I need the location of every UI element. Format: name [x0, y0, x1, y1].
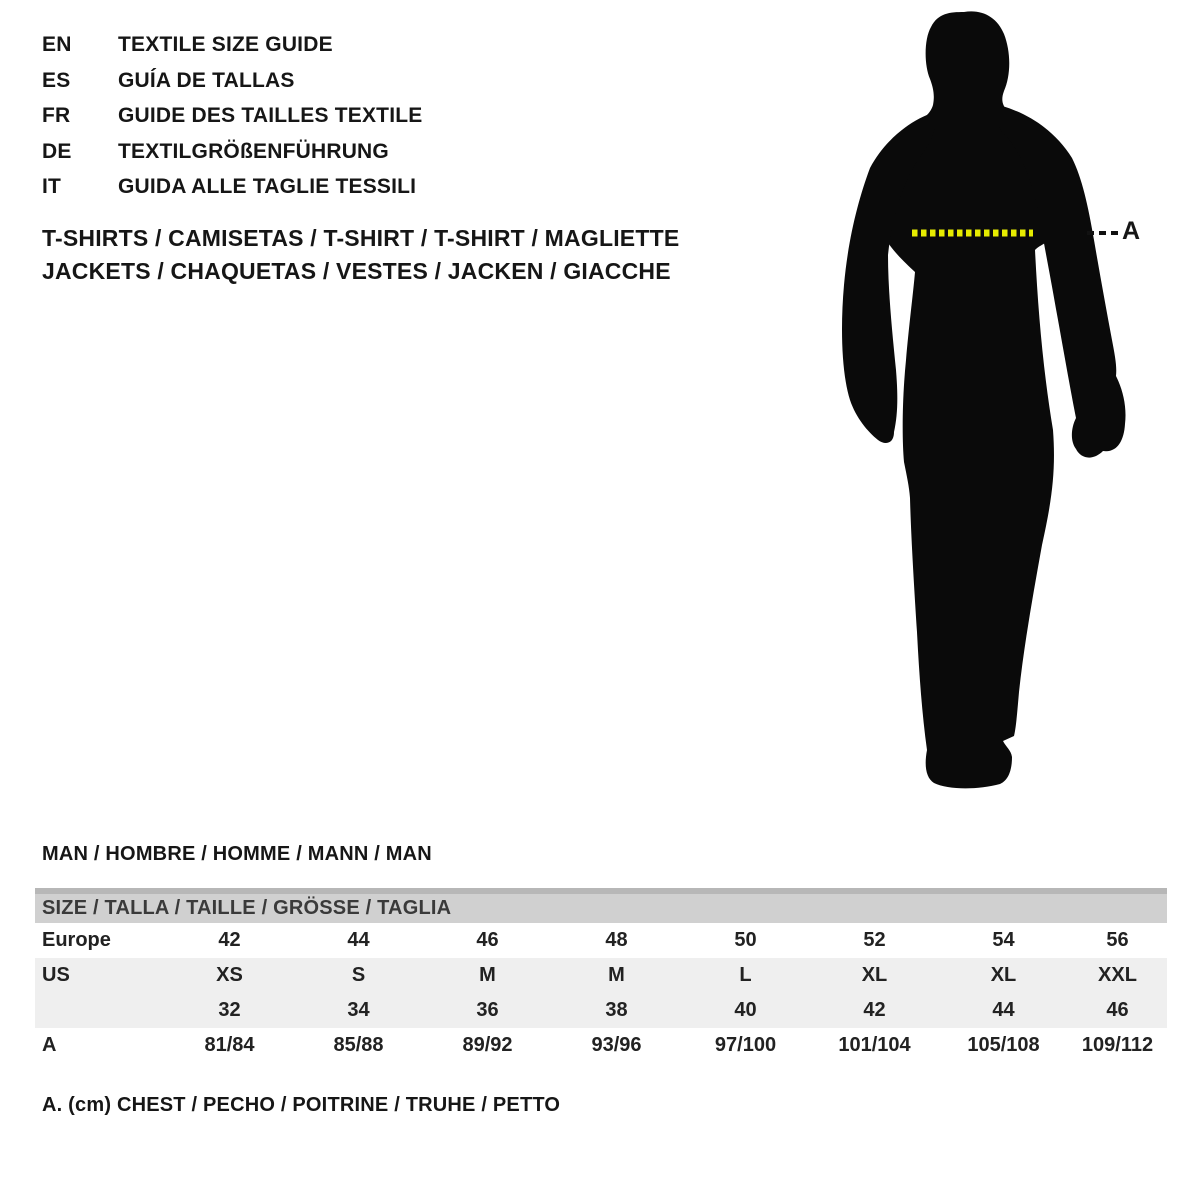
language-code: DE — [42, 139, 72, 163]
language-code: IT — [42, 175, 62, 198]
size-cell: XL — [990, 964, 1017, 986]
measurement-footnote: A. (cm) CHEST / PECHO / POITRINE / TRUHE / PETTO — [42, 1094, 561, 1116]
language-row — [42, 169, 422, 205]
size-cell: XL — [861, 964, 888, 986]
size-cell: 42 — [863, 999, 886, 1021]
size-cell: 48 — [605, 929, 628, 951]
man-figure — [830, 0, 1200, 800]
size-cell: XXL — [1098, 964, 1137, 986]
size-cell: 36 — [476, 999, 499, 1021]
size-cell: 32 — [218, 999, 241, 1021]
category-line-jackets: JACKETS / CHAQUETAS / VESTES / JACKEN / GIACCHE — [42, 257, 671, 284]
language-code: FR — [42, 104, 71, 127]
language-code: ES — [42, 68, 71, 92]
size-cell: L — [739, 964, 752, 986]
size-cell: S — [351, 964, 366, 986]
size-cell: 85/88 — [333, 1034, 384, 1056]
size-cell: 89/92 — [462, 1034, 513, 1056]
language-label: GUIDE DES TAILLES TEXTILE — [118, 104, 423, 127]
size-cell: XS — [216, 964, 243, 986]
size-cell: 101/104 — [838, 1034, 911, 1056]
language-list — [42, 27, 422, 205]
language-label: TEXTILGRÖßENFÜHRUNG — [118, 139, 389, 163]
size-row-label: Europe — [42, 929, 111, 951]
size-cell: 52 — [863, 929, 886, 951]
size-cell: 93/96 — [591, 1034, 642, 1056]
size-cell: M — [608, 964, 625, 986]
size-cell: 105/108 — [967, 1034, 1040, 1056]
size-table-row-chest — [35, 1028, 1167, 1063]
size-cell: 42 — [218, 929, 241, 951]
category-line-tshirts: T-SHIRTS / CAMISETAS / T-SHIRT / T-SHIRT / MAGLIETTE — [42, 225, 680, 251]
size-cell: 46 — [476, 929, 499, 951]
measure-label-a: A — [1122, 217, 1141, 245]
size-cell: 44 — [347, 929, 370, 951]
size-cell: 54 — [992, 929, 1015, 951]
size-cell: 40 — [734, 999, 757, 1021]
man-silhouette — [830, 0, 1200, 800]
size-row-label: US — [42, 964, 70, 986]
size-cell: 44 — [992, 999, 1015, 1021]
language-row — [42, 98, 422, 134]
language-code: EN — [42, 33, 72, 56]
size-cell: 56 — [1106, 929, 1129, 951]
size-cell: 81/84 — [204, 1034, 255, 1056]
size-cell: 109/112 — [1081, 1034, 1154, 1056]
gender-heading: MAN / HOMBRE / HOMME / MANN / MAN — [42, 843, 432, 865]
language-label: GUIDA ALLE TAGLIE TESSILI — [118, 175, 417, 198]
size-table-header: SIZE / TALLA / TAILLE / GRÖSSE / TAGLIA — [35, 888, 1167, 923]
size-table-row-us — [35, 958, 1167, 993]
size-cell: 97/100 — [714, 1034, 777, 1056]
language-row — [42, 27, 422, 63]
language-row — [42, 63, 422, 99]
size-table-row-numeric — [35, 993, 1167, 1028]
language-label: GUÍA DE TALLAS — [118, 68, 295, 92]
size-table-row-europe — [35, 923, 1167, 958]
size-cell: 50 — [734, 929, 757, 951]
size-cell: 38 — [605, 999, 628, 1021]
size-table — [35, 888, 1167, 1063]
man-silhouette-torso-path — [870, 11, 1080, 788]
language-label: TEXTILE SIZE GUIDE — [118, 33, 333, 56]
size-cell: 46 — [1106, 999, 1129, 1021]
category-block — [42, 222, 679, 287]
size-cell: 34 — [347, 999, 370, 1021]
size-row-label: A — [42, 1034, 57, 1056]
language-row — [42, 134, 422, 170]
size-cell: M — [479, 964, 496, 986]
